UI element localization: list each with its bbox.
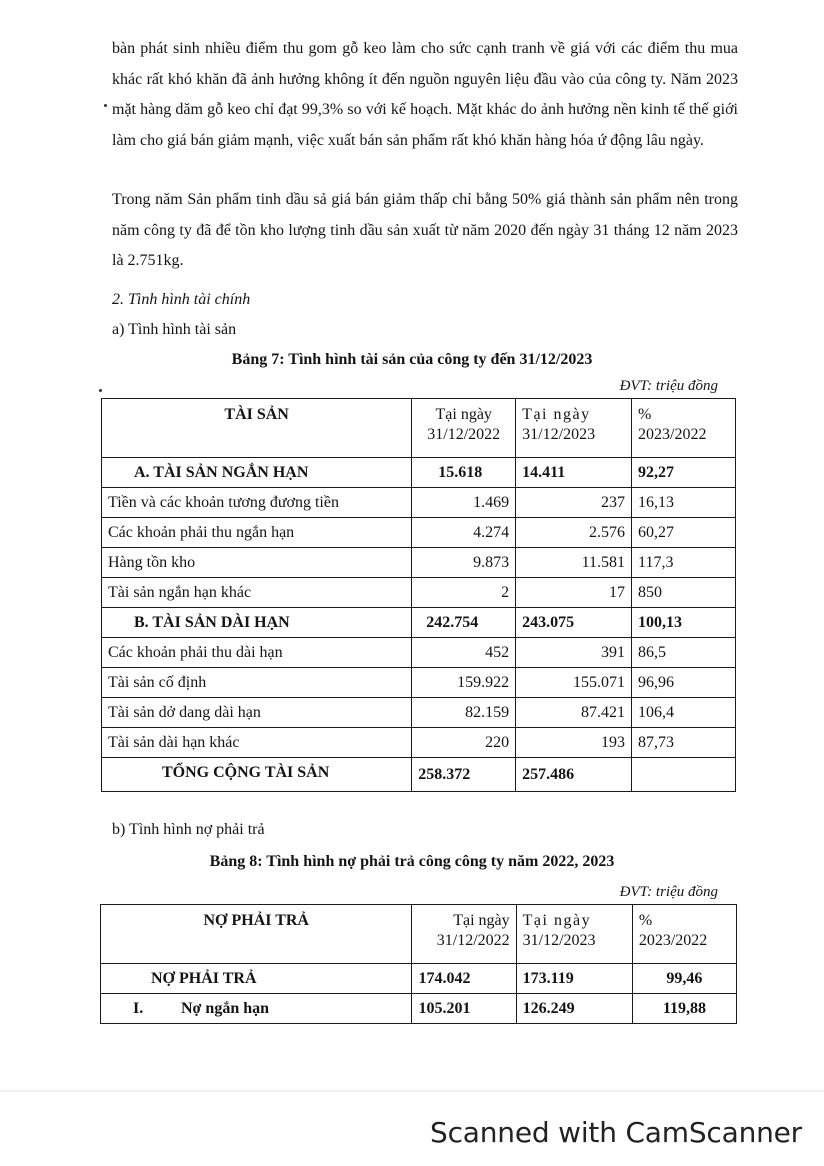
header-percent <box>632 399 736 458</box>
value-2022: 9.873 <box>412 548 516 578</box>
table8-unit: ĐVT: triệu đồng <box>619 884 718 900</box>
value-2023: 2.576 <box>516 518 632 548</box>
value-2022: 15.618 <box>412 458 516 488</box>
value-2022: 105.201 <box>412 994 516 1024</box>
value-percent: 86,5 <box>632 638 736 668</box>
header-date-value: 31/12/2022 <box>427 426 501 443</box>
section-heading-finance: 2. Tình hình tài chính <box>112 291 251 308</box>
header-percent-period: 2023/2022 <box>638 426 707 443</box>
value-percent: 850 <box>632 578 736 608</box>
header-assets: TÀI SẢN <box>102 399 412 458</box>
value-2022: 452 <box>412 638 516 668</box>
table-row <box>102 458 736 488</box>
value-percent: 106,4 <box>632 698 736 728</box>
row-label: Các khoản phải thu ngắn hạn <box>102 518 412 548</box>
scan-speck <box>104 104 107 107</box>
table-row <box>102 578 736 608</box>
row-label: Tài sản dở dang dài hạn <box>102 698 412 728</box>
table-row <box>102 668 736 698</box>
row-label: Các khoản phải thu dài hạn <box>102 638 412 668</box>
header-percent <box>632 905 736 964</box>
value-2023: 237 <box>516 488 632 518</box>
header-date-label: Tại ngày <box>453 912 510 929</box>
header-percent-symbol: % <box>638 912 653 929</box>
header-date-label: Tại ngày <box>522 912 592 929</box>
value-2023: 11.581 <box>516 548 632 578</box>
table-row <box>102 548 736 578</box>
table7-caption: Bảng 7: Tình hình tài sản của công ty đến 31/12/2023 <box>231 351 593 368</box>
table-row-total <box>102 758 736 792</box>
table-row <box>101 964 737 994</box>
value-percent: 99,46 <box>632 964 736 994</box>
value-2023: 257.486 <box>516 758 632 792</box>
value-2022: 1.469 <box>412 488 516 518</box>
value-2023: 391 <box>516 638 632 668</box>
table-header-row <box>101 905 737 964</box>
liabilities-table <box>100 904 737 1024</box>
header-date-2023 <box>516 399 632 458</box>
table-row <box>102 638 736 668</box>
subsection-heading-liabilities: b) Tình hình nợ phải trả <box>112 821 265 838</box>
value-2023: 126.249 <box>516 994 632 1024</box>
header-percent-symbol: % <box>638 406 652 423</box>
row-label-cell <box>101 994 412 1024</box>
header-liabilities: NỢ PHẢI TRẢ <box>101 905 412 964</box>
value-2022: 258.372 <box>412 758 516 792</box>
row-label: TỔNG CỘNG TÀI SẢN <box>102 758 412 792</box>
value-2023: 243.075 <box>516 608 632 638</box>
row-label: Tiền và các khoản tương đương tiền <box>102 488 412 518</box>
scan-speck <box>99 389 102 392</box>
table-row <box>102 728 736 758</box>
value-2023: 14.411 <box>516 458 632 488</box>
value-2022: 2 <box>412 578 516 608</box>
table-row <box>102 608 736 638</box>
row-label: NỢ PHẢI TRẢ <box>101 964 412 994</box>
value-2023: 87.421 <box>516 698 632 728</box>
header-date-value: 31/12/2023 <box>522 426 596 443</box>
value-2022: 174.042 <box>412 964 516 994</box>
header-percent-period: 2023/2022 <box>638 932 708 949</box>
scan-edge-shadow <box>0 1090 824 1092</box>
paragraph-raw-material: bàn phát sinh nhiều điểm thu gom gỗ keo làm cho sức cạnh tranh về giá với các điểm thu mua khác rất khó khăn đã ảnh hưởng không ít đến nguồn nguyên liệu đầu vào của công ty. Năm 2023 mặt hàng dăm gỗ keo chỉ đạt 99,3% so với kế hoạch. Mặt khác do ảnh hưởng nền kinh tế thế giới làm cho giá bán giảm mạnh, việc xuất bán sản phẩm rất khó khăn hàng hóa ứ động lâu ngày. <box>112 40 738 149</box>
row-label: B. TÀI SẢN DÀI HẠN <box>102 608 412 638</box>
value-percent: 16,13 <box>632 488 736 518</box>
row-label: Hàng tồn kho <box>102 548 412 578</box>
value-2023: 17 <box>516 578 632 608</box>
row-label: Tài sản cố định <box>102 668 412 698</box>
table-row <box>102 488 736 518</box>
table-row <box>102 698 736 728</box>
row-label: Nợ ngắn hạn <box>181 1000 270 1017</box>
table-header-row <box>102 399 736 458</box>
value-2022: 242.754 <box>412 608 516 638</box>
camscanner-watermark: Scanned with CamScanner <box>430 1116 802 1149</box>
value-2022: 82.159 <box>412 698 516 728</box>
value-percent: 60,27 <box>632 518 736 548</box>
header-date-2022 <box>412 905 516 964</box>
header-date-value: 31/12/2023 <box>522 932 596 949</box>
table-row <box>102 518 736 548</box>
value-2023: 193 <box>516 728 632 758</box>
value-percent: 100,13 <box>632 608 736 638</box>
row-label: Tài sản ngắn hạn khác <box>102 578 412 608</box>
table8-caption: Bảng 8: Tình hình nợ phải trả công công ty năm 2022, 2023 <box>209 853 615 870</box>
value-percent <box>632 758 736 792</box>
subsection-heading-assets: a) Tình hình tài sản <box>112 321 237 338</box>
header-date-value: 31/12/2022 <box>436 932 510 949</box>
header-date-2022 <box>412 399 516 458</box>
value-2022: 4.274 <box>412 518 516 548</box>
value-2022: 159.922 <box>412 668 516 698</box>
header-date-label: Tại ngày <box>522 406 591 423</box>
assets-table <box>101 398 736 792</box>
header-date-2023 <box>516 905 632 964</box>
value-percent: 119,88 <box>632 994 736 1024</box>
paragraph-essential-oil: Trong năm Sản phẩm tinh dầu sả giá bán giảm thấp chỉ bằng 50% giá thành sản phẩm nên trong năm công ty đã để tồn kho lượng tinh dầu sản xuất từ năm 2020 đến ngày 31 tháng 12 năm 2023 là 2.751kg. <box>112 191 738 269</box>
table-row <box>101 994 737 1024</box>
row-label: Tài sản dài hạn khác <box>102 728 412 758</box>
value-percent: 87,73 <box>632 728 736 758</box>
value-2023: 155.071 <box>516 668 632 698</box>
value-percent: 117,3 <box>632 548 736 578</box>
value-percent: 96,96 <box>632 668 736 698</box>
table7-unit: ĐVT: triệu đồng <box>619 378 718 394</box>
row-label: A. TÀI SẢN NGẮN HẠN <box>102 458 412 488</box>
header-date-label: Tại ngày <box>435 406 492 423</box>
value-percent: 92,27 <box>632 458 736 488</box>
value-2023: 173.119 <box>516 964 632 994</box>
value-2022: 220 <box>412 728 516 758</box>
row-index: I. <box>133 1000 144 1017</box>
